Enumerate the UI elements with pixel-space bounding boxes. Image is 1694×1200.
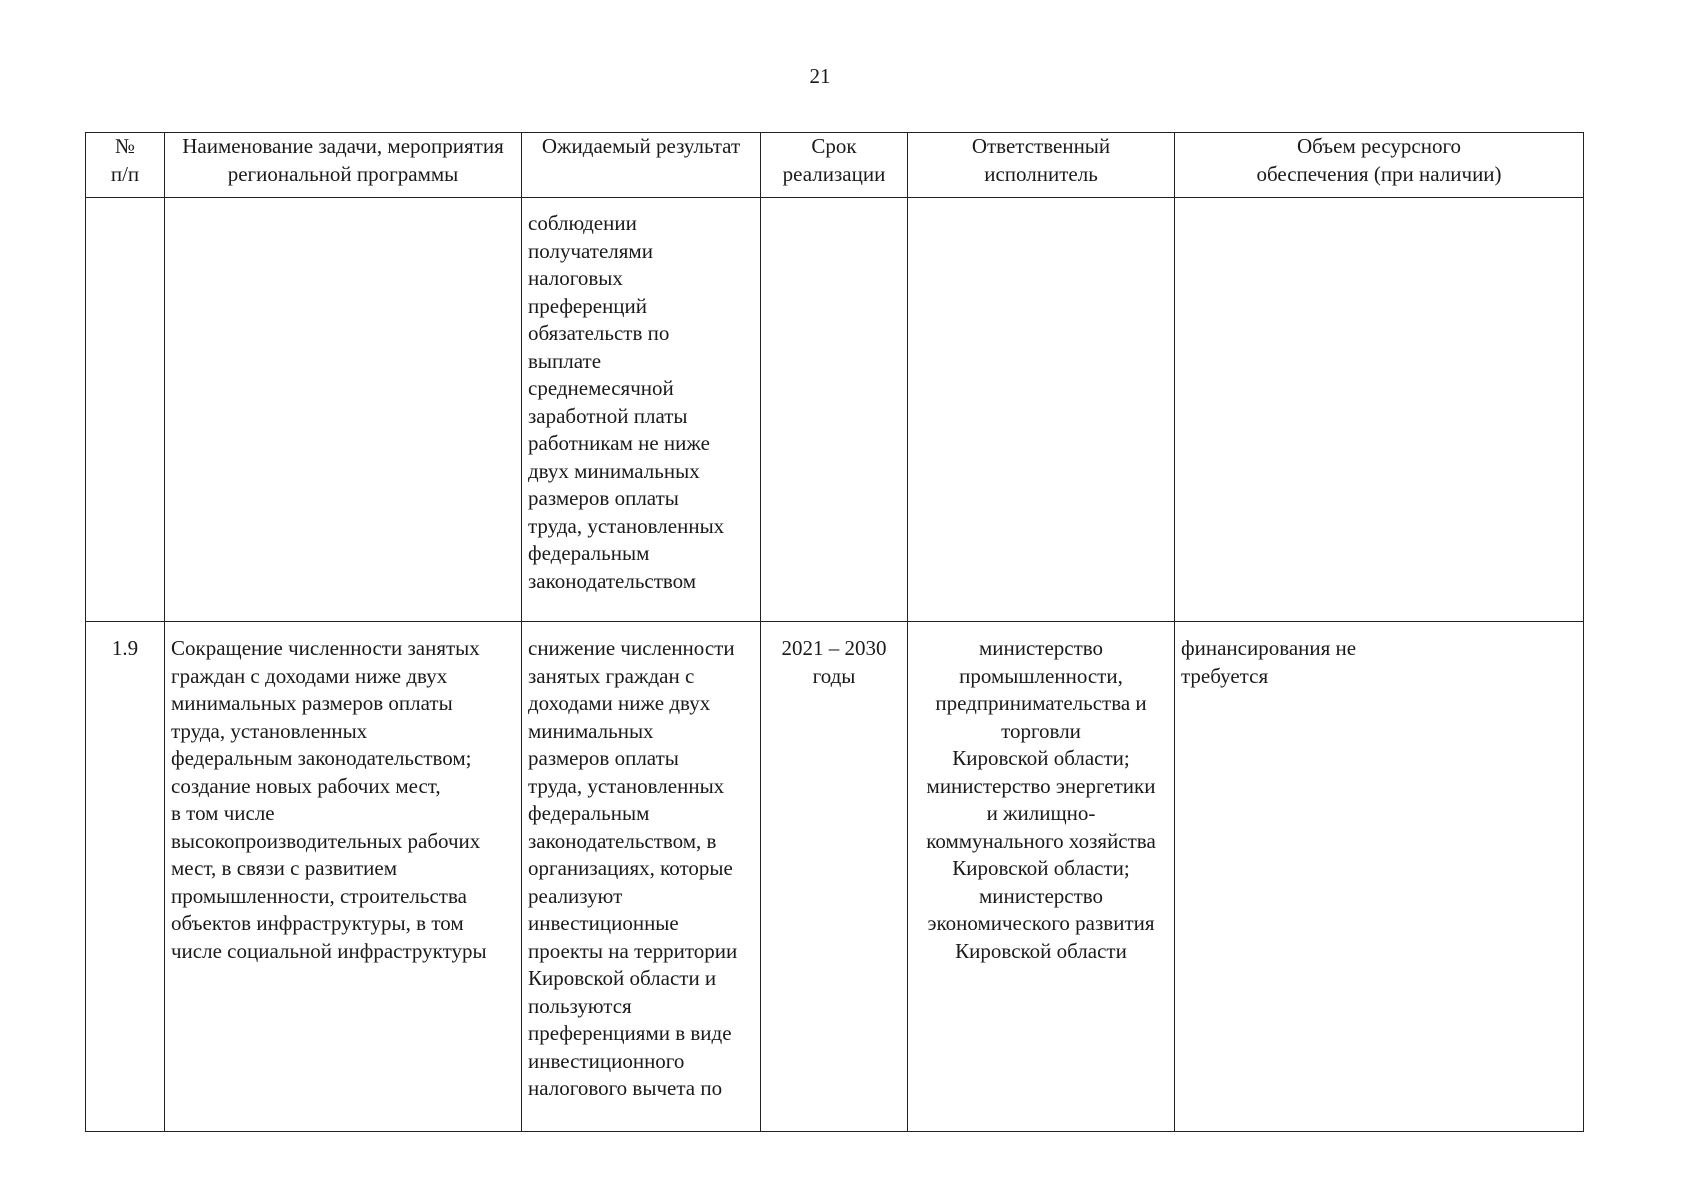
header-task-name: Наименование задачи, мероприятия региональной программы [165,133,522,198]
cell-executor [908,198,1175,622]
header-term: Срок реализации [761,133,908,198]
program-table [85,132,1584,1132]
cell-task-name: Сокращение численности занятых граждан с доходами ниже двух минимальных размеров оплаты труда, установленных федеральным законодательством; создание новых рабочих мест, в том числе высокопроизводительных рабочих мест, в связи с развитием промышленности, строительства объектов инфраструктуры, в том числе социальной инфраструктуры [165,622,522,1132]
header-executor: Ответственный исполнитель [908,133,1175,198]
table-row [86,622,1584,1132]
table-header-row [86,133,1584,198]
cell-number: 1.9 [86,622,165,1132]
cell-expected-result: снижение численности занятых граждан с доходами ниже двух минимальных размеров оплаты труда, установленных федеральным законодательством, в организациях, которые реализуют инвестиционные проекты на территории Кировской области и пользуются преференциями в виде инвестиционного налогового вычета по [522,622,761,1132]
header-expected-result: Ожидаемый результат [522,133,761,198]
cell-executor: министерство промышленности, предпринимательства и торговли Кировской области; министерство энергетики и жилищно- коммунального хозяйства Кировской области; министерство экономического развития Кировской области [908,622,1175,1132]
cell-expected-result: соблюдении получателями налоговых преференций обязательств по выплате среднемесячной заработной платы работникам не ниже двух минимальных размеров оплаты труда, установленных федеральным законодательством [522,198,761,622]
cell-task-name [165,198,522,622]
page-number: 21 [809,64,831,88]
cell-funding: финансирования не требуется [1175,622,1584,1132]
header-funding: Объем ресурсного обеспечения (при наличии) [1175,133,1584,198]
cell-term: 2021 – 2030 годы [761,622,908,1132]
table-row [86,198,1584,622]
cell-term [761,198,908,622]
header-number: № п/п [86,133,165,198]
cell-number [86,198,165,622]
cell-funding [1175,198,1584,622]
